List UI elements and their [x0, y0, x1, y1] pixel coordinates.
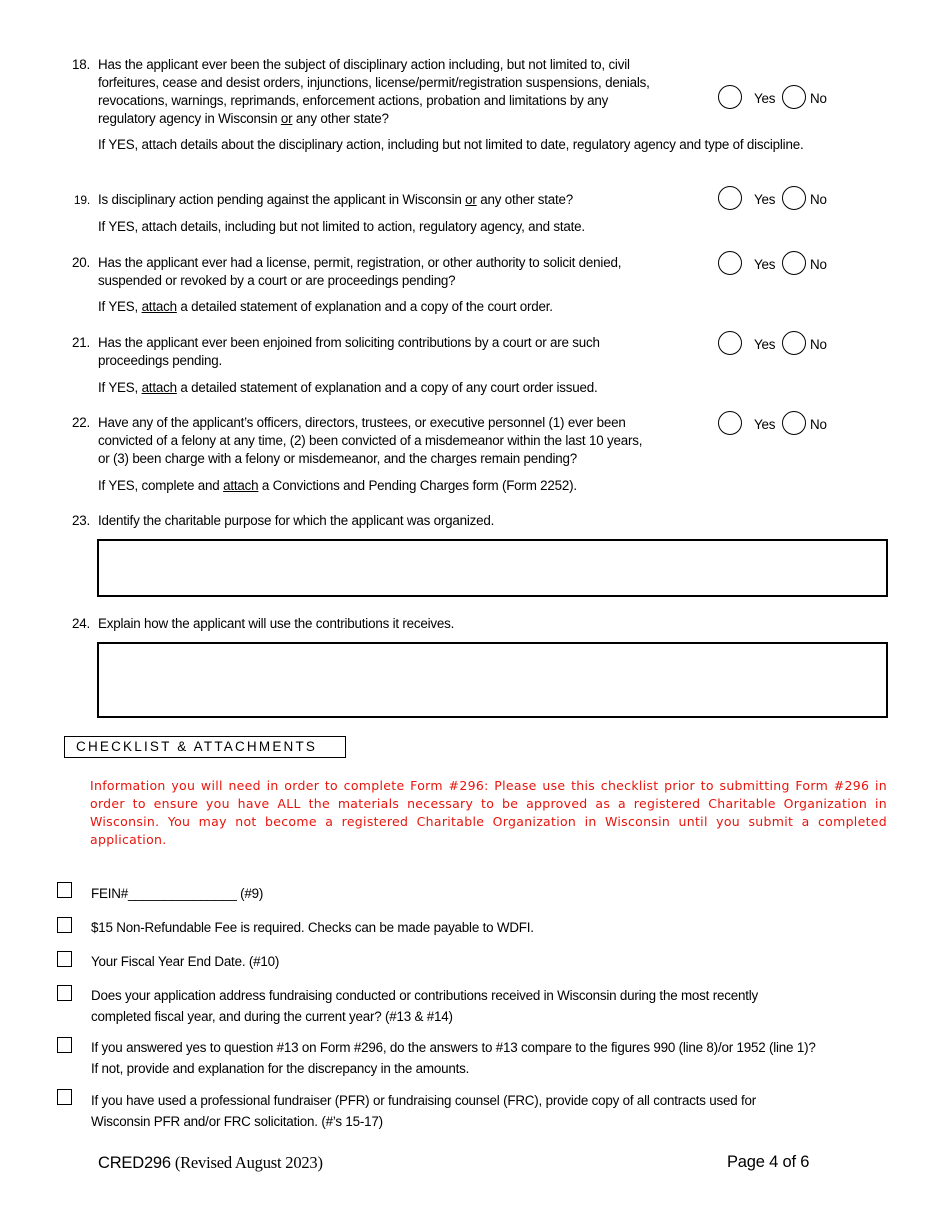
- yes-radio[interactable]: [718, 331, 742, 355]
- no-radio[interactable]: [782, 85, 806, 109]
- no-label: No: [810, 192, 827, 207]
- checklist-item-fundraising-address: Does your application address fundraising conducted or contributions received in Wisconsin during the most recently completed fiscal year, and during the current year? (#13 & #14): [91, 988, 758, 1024]
- no-label: No: [810, 91, 827, 106]
- question-number: 19.: [73, 193, 90, 207]
- checklist-header: CHECKLIST & ATTACHMENTS: [64, 736, 346, 758]
- yes-radio[interactable]: [718, 251, 742, 275]
- question-number: 20.: [71, 255, 90, 270]
- if-yes-instruction: If YES, attach a detailed statement of explanation and a copy of the court order.: [98, 299, 553, 314]
- if-yes-instruction: If YES, attach a detailed statement of explanation and a copy of any court order issued.: [98, 380, 598, 395]
- question-18: [0, 56, 950, 156]
- checkbox-question-13[interactable]: [57, 1037, 72, 1053]
- checklist-item-fee: $15 Non-Refundable Fee is required. Checks can be made payable to WDFI.: [91, 920, 534, 935]
- question-text: Is disciplinary action pending against the applicant in Wisconsin or any other state?: [98, 192, 574, 207]
- question-19: [0, 191, 950, 241]
- no-radio[interactable]: [782, 331, 806, 355]
- checklist-item-fundraiser-contracts: If you have used a professional fundraiser (PFR) or fundraising counsel (FRC), provide copy of all contracts used for Wisconsin PFR and/or FRC solicitation. (#’s 15-17): [91, 1093, 757, 1129]
- no-radio[interactable]: [782, 411, 806, 435]
- yes-radio[interactable]: [718, 186, 742, 210]
- no-label: No: [810, 257, 827, 272]
- checkbox-fundraiser-contracts[interactable]: [57, 1089, 72, 1105]
- form-identifier: [98, 1153, 323, 1173]
- checkbox-fundraising-address[interactable]: [57, 985, 72, 1001]
- yes-label: Yes: [754, 192, 776, 207]
- revision-date: (Revised August 2023): [170, 1153, 323, 1172]
- checklist-intro: Information you will need in order to complete Form #296: Please use this checklist prior to submitting Form #296 in order to ensure you have ALL the materials necessary to be approved as a registered Charitable Organization in Wisconsin. You may not become a registered Charitable Organization in Wisconsin until you submit a completed application.: [90, 778, 887, 847]
- question-number: 18.: [71, 57, 90, 72]
- checkbox-fein[interactable]: [57, 882, 72, 898]
- if-yes-instruction: If YES, attach details, including but not limited to action, regulatory agency, and state.: [98, 219, 585, 234]
- yes-radio[interactable]: [718, 85, 742, 109]
- charitable-purpose-field[interactable]: [97, 539, 888, 597]
- checklist-item-fein: FEIN#_______________ (#9): [91, 886, 264, 901]
- question-text: Has the applicant ever had a license, permit, registration, or other authority to solicit denied, suspended or revoked by a court or are proceedings pending?: [98, 255, 622, 288]
- question-text: Has the applicant ever been the subject of disciplinary action including, but not limited to, civil forfeitures, cease and desist orders, injunctions, license/permit/registration suspensions, denials, revocations, warnings, reprimands, enforcement actions, probation and limitations by any regulatory agency in Wisconsin or any other state?: [98, 57, 650, 126]
- question-number: 22.: [71, 415, 90, 430]
- question-24-text: Explain how the applicant will use the contributions it receives.: [98, 616, 455, 631]
- no-label: No: [810, 337, 827, 352]
- question-23-text: Identify the charitable purpose for which the applicant was organized.: [98, 513, 495, 528]
- form-id: CRED296: [98, 1154, 171, 1172]
- no-radio[interactable]: [782, 251, 806, 275]
- if-yes-instruction: If YES, attach details about the disciplinary action, including but not limited to date, regulatory agency and type of discipline.: [98, 137, 804, 152]
- question-24-number: 24.: [71, 616, 90, 631]
- if-yes-instruction: If YES, complete and attach a Convictions and Pending Charges form (Form 2252).: [98, 478, 577, 493]
- no-radio[interactable]: [782, 186, 806, 210]
- yes-label: Yes: [754, 91, 776, 106]
- yes-label: Yes: [754, 257, 776, 272]
- page-number: Page 4 of 6: [727, 1153, 810, 1171]
- yes-label: Yes: [754, 337, 776, 352]
- yes-radio[interactable]: [718, 411, 742, 435]
- contribution-use-field[interactable]: [97, 642, 888, 718]
- question-20: [0, 254, 950, 318]
- question-22: [0, 414, 950, 496]
- checkbox-fiscal-year[interactable]: [57, 951, 72, 967]
- checklist-item-fiscal-year: Your Fiscal Year End Date. (#10): [91, 954, 280, 969]
- question-text: Have any of the applicant’s officers, directors, trustees, or executive personnel (1) ever been convicted of a felony at any time, (2) been convicted of a misdemeanor within the last 10 years, or (3) been charge with a felony or misdemeanor, and the charges remain pending?: [98, 415, 643, 466]
- no-label: No: [810, 417, 827, 432]
- yes-label: Yes: [754, 417, 776, 432]
- question-21: [0, 334, 950, 398]
- question-23-number: 23.: [71, 513, 90, 528]
- checklist-item-question-13: If you answered yes to question #13 on Form #296, do the answers to #13 compare to the figures 990 (line 8)/or 1952 (line 1)? If not, provide and explanation for the discrepancy in the amounts.: [91, 1040, 816, 1076]
- checkbox-fee[interactable]: [57, 917, 72, 933]
- question-number: 21.: [71, 335, 90, 350]
- question-text: Has the applicant ever been enjoined from soliciting contributions by a court or are such proceedings pending.: [98, 335, 600, 368]
